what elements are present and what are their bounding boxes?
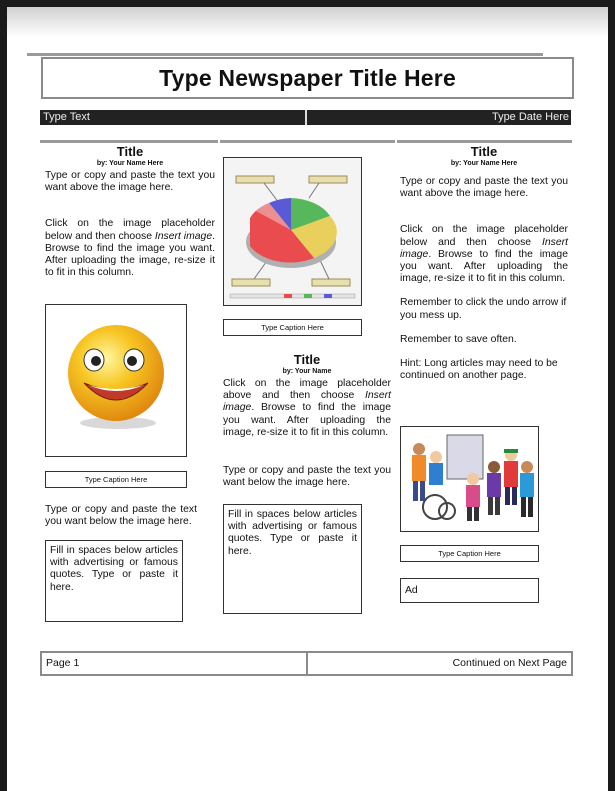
middle-instructions-text[interactable]: Click on the image placeholder above and then choose Insert image. Browse to find the image you want. After uploading the image, re-size it to fit in this column. bbox=[223, 378, 391, 438]
page-top-shadow bbox=[7, 7, 608, 37]
left-image-caption[interactable]: Type Caption Here bbox=[45, 471, 187, 488]
right-intro-text[interactable]: Type or copy and paste the text you want above the image here. bbox=[400, 176, 568, 200]
info-bar bbox=[40, 110, 571, 125]
middle-article-byline[interactable]: by: Your Name bbox=[282, 368, 332, 375]
children-classroom-image bbox=[401, 427, 538, 531]
left-image-placeholder[interactable] bbox=[45, 304, 187, 457]
right-image-placeholder[interactable] bbox=[400, 426, 539, 532]
footer-divider bbox=[306, 653, 308, 674]
middle-article-title[interactable]: Title bbox=[293, 352, 321, 367]
left-ad-text[interactable]: Fill in spaces below articles with advertising or famous quotes. Type or paste it here. bbox=[50, 545, 178, 593]
column-rule-left bbox=[40, 140, 218, 143]
right-undo-note[interactable]: Remember to click the undo arrow if you mess up. bbox=[400, 297, 567, 321]
pie-chart-image bbox=[224, 158, 361, 305]
newspaper-title[interactable]: Type Newspaper Title Here bbox=[159, 64, 456, 91]
left-below-text[interactable]: Type or copy and paste the text you want below the image here. bbox=[45, 504, 197, 528]
middle-ad-text[interactable]: Fill in spaces below articles with advertising or famous quotes. Type or paste it here. bbox=[228, 509, 357, 557]
right-article-title[interactable]: Title bbox=[470, 144, 498, 159]
left-ad-box[interactable] bbox=[45, 540, 183, 622]
date-text[interactable]: Type Date Here bbox=[491, 111, 569, 123]
newspaper-title-box[interactable] bbox=[41, 57, 574, 99]
right-article-byline[interactable]: by: Your Name Here bbox=[450, 160, 518, 167]
left-intro-text[interactable]: Type or copy and paste the text you want above the image here. bbox=[45, 170, 215, 194]
page-footer bbox=[40, 651, 573, 676]
column-rule-right bbox=[397, 140, 572, 143]
newspaper-page bbox=[7, 7, 608, 791]
right-save-note[interactable]: Remember to save often. bbox=[400, 333, 517, 345]
middle-column-article bbox=[223, 353, 391, 489]
info-bar-divider bbox=[305, 110, 307, 125]
middle-image-caption[interactable]: Type Caption Here bbox=[223, 319, 362, 336]
left-column-article bbox=[45, 145, 215, 279]
right-ad-label[interactable]: Ad bbox=[405, 585, 418, 596]
column-rule-middle bbox=[220, 140, 395, 143]
middle-image-placeholder[interactable] bbox=[223, 157, 362, 306]
top-rule bbox=[27, 53, 543, 56]
continued-text[interactable]: Continued on Next Page bbox=[452, 657, 567, 669]
left-instructions-text[interactable]: Click on the image placeholder below and then choose Insert image. Browse to find the image you want. After uploading the image, re-size it to fit in this column. bbox=[45, 218, 215, 279]
right-image-caption[interactable]: Type Caption Here bbox=[400, 545, 539, 562]
page-number[interactable]: Page 1 bbox=[46, 657, 80, 669]
right-hint-text[interactable]: Hint: Long articles may need to be continued on another page. bbox=[400, 358, 558, 382]
info-bar-text[interactable]: Type Text bbox=[43, 111, 90, 123]
middle-below-text[interactable]: Type or copy and paste the text you want below the image here. bbox=[223, 465, 391, 489]
right-instructions-text[interactable]: Click on the image placeholder below and then choose Insert image. Browse to find the image you want. After uploading the image, re-size it to fit in this column. bbox=[400, 224, 568, 285]
middle-ad-box[interactable] bbox=[223, 504, 362, 614]
left-article-byline[interactable]: by: Your Name Here bbox=[96, 160, 164, 167]
left-article-title[interactable]: Title bbox=[116, 144, 144, 159]
right-column-article bbox=[400, 145, 568, 382]
smiley-face-image bbox=[46, 305, 186, 456]
right-ad-box[interactable] bbox=[400, 578, 539, 603]
